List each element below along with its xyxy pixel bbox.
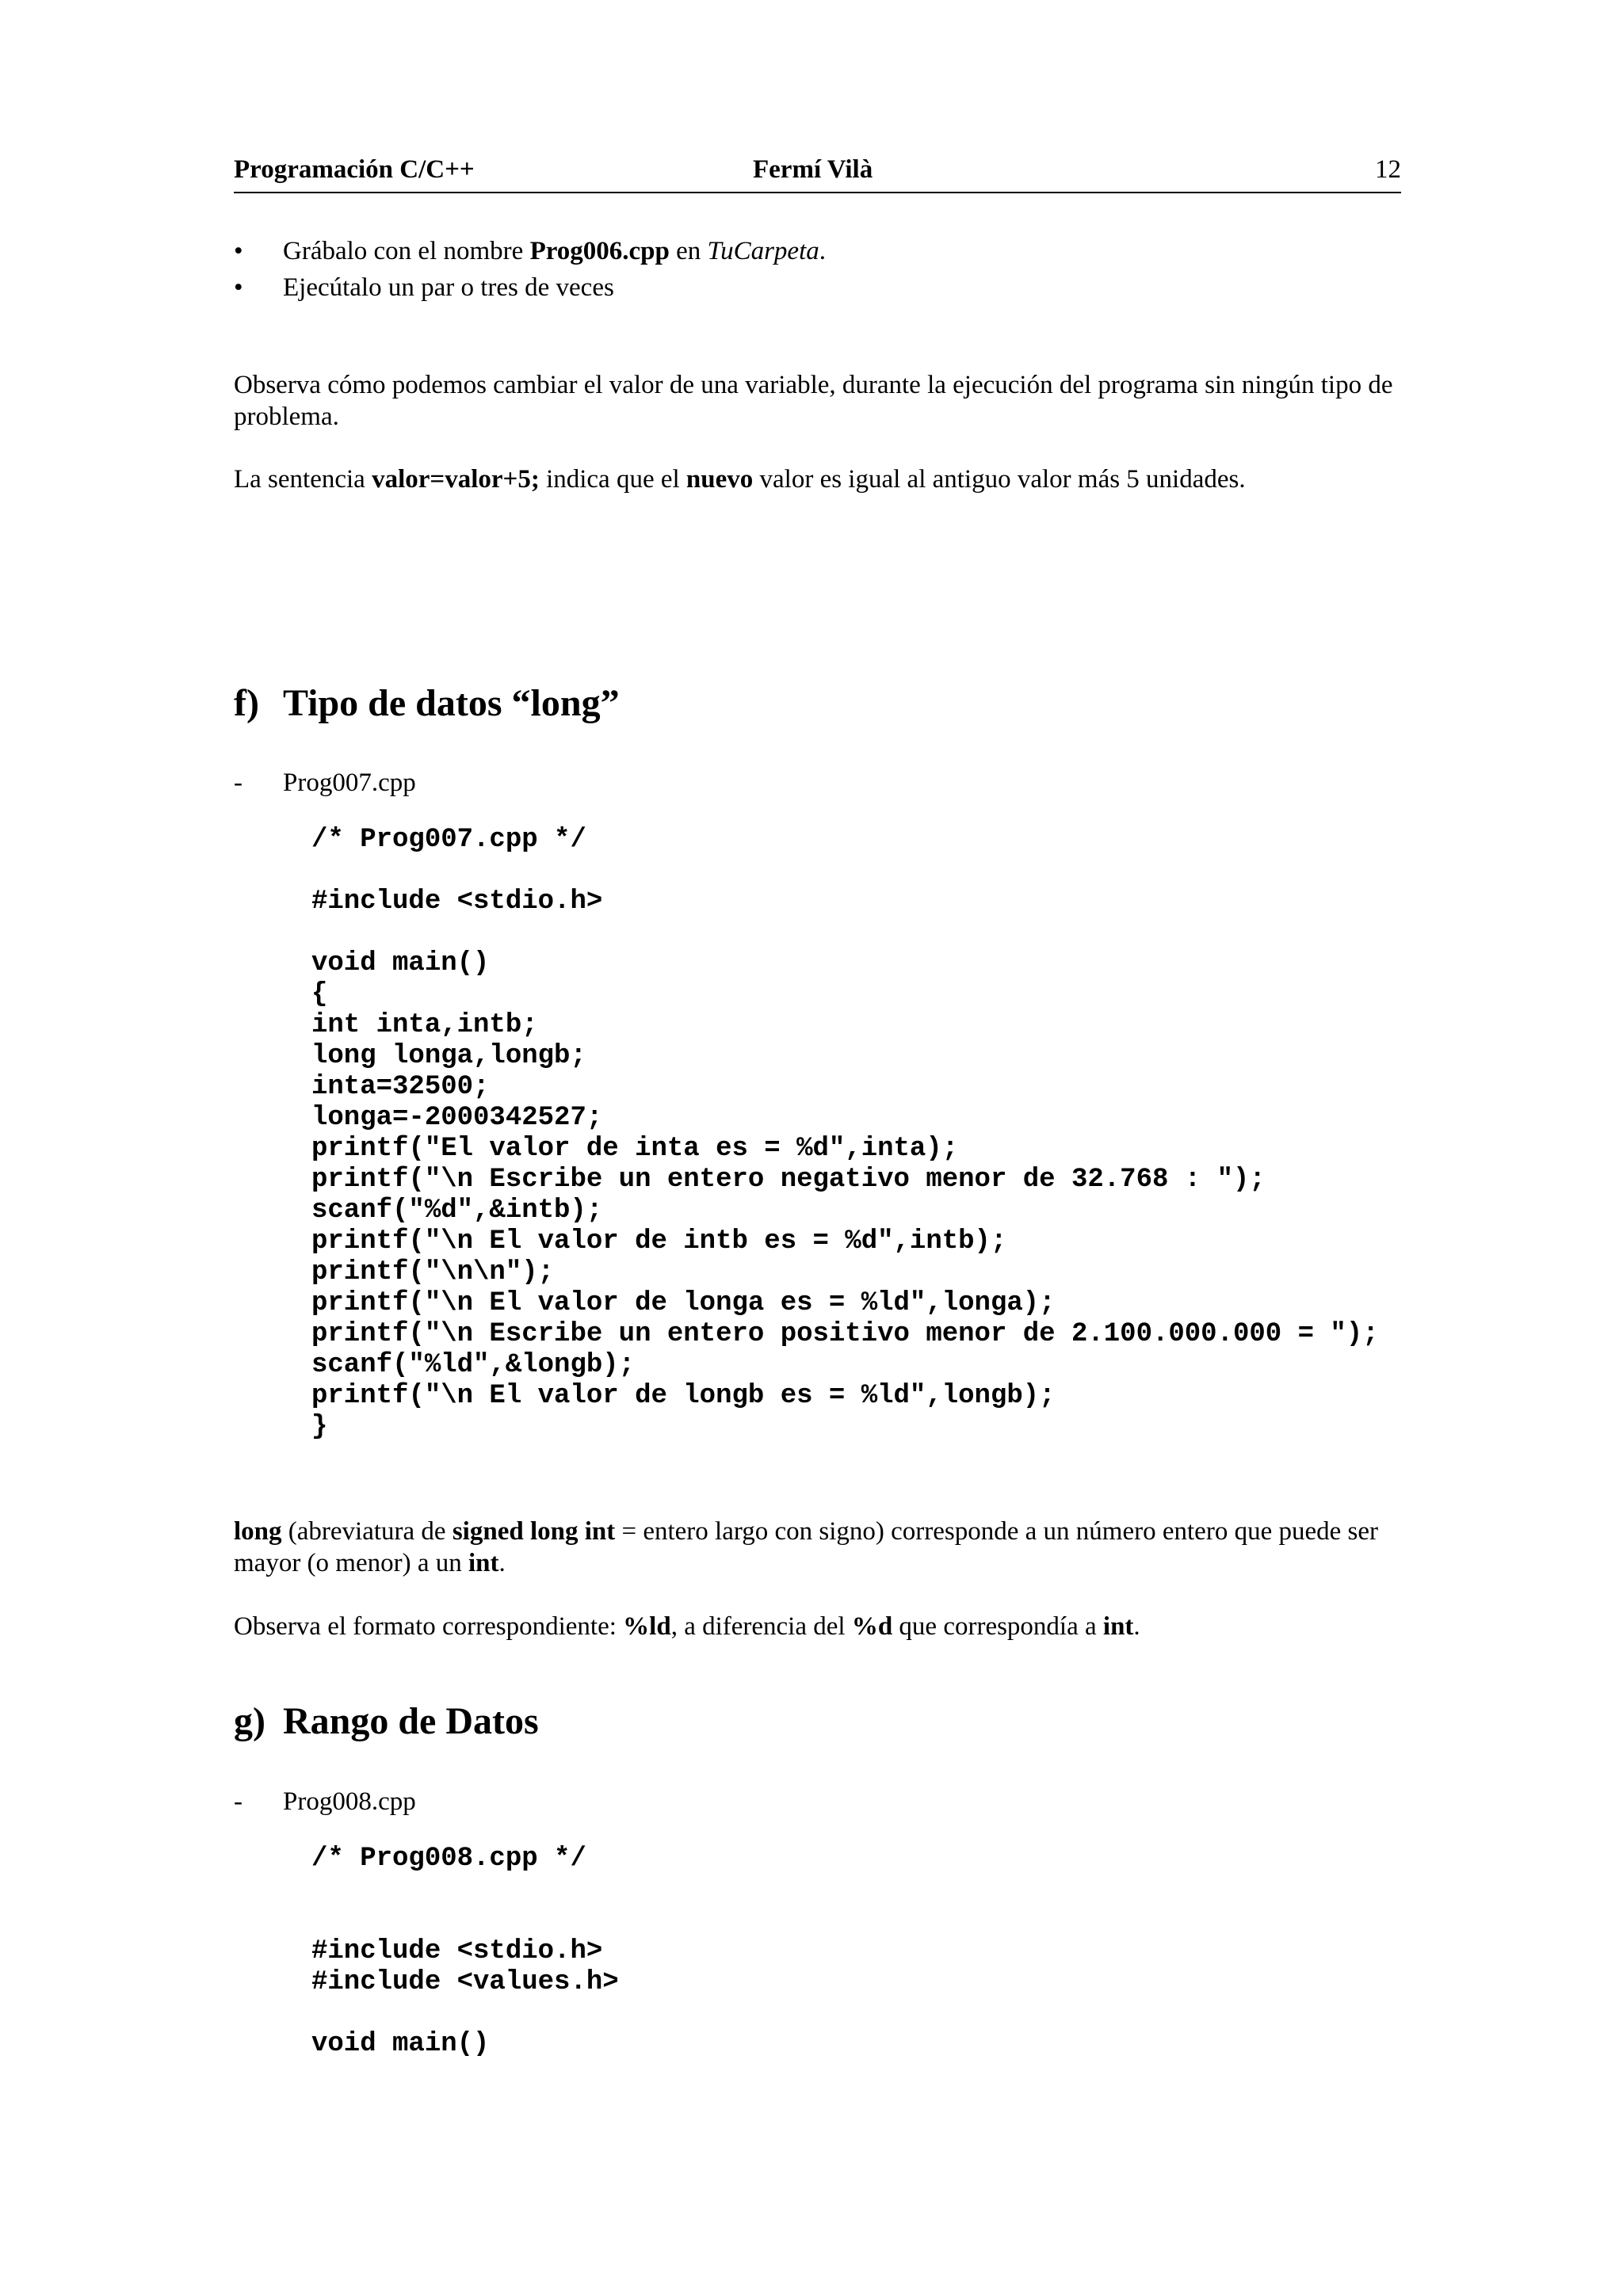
list-item-text: . (819, 237, 826, 265)
code-blank-line (311, 856, 1379, 887)
list-item (234, 235, 826, 272)
code-line: /* Prog007.cpp */ (311, 825, 586, 855)
filename-text: Prog006.cpp (529, 237, 670, 265)
section-heading (234, 1699, 539, 1744)
section-letter: g) (234, 1700, 265, 1742)
paragraph: Observa el formato correspondiente: %ld, a diferencia del %d que correspondía a int. (234, 1612, 1140, 1641)
code-line: #include <stdio.h> (311, 1936, 603, 1966)
section-title: Rango de Datos (283, 1700, 539, 1742)
paragraph: Observa cómo podemos cambiar el valor de una variable, durante la ejecución del programa sin ningún tipo de problema. (234, 371, 1393, 431)
code-line: /* Prog008.cpp */ (311, 1844, 586, 1874)
list-item (234, 272, 826, 308)
code-line: printf("El valor de inta es = %d",inta); (311, 1134, 959, 1164)
paragraph: long (abreviatura de signed long int = entero largo con signo) corresponde a un número entero que puede ser mayor (o menor) a un int. (234, 1517, 1378, 1577)
code-line: int inta,intb; (311, 1010, 538, 1040)
code-line: printf("\n\n"); (311, 1257, 555, 1287)
code-line: long longa,longb; (311, 1041, 586, 1071)
list-item-text: Ejecútalo un par o tres de veces (283, 273, 614, 302)
code-line: void main() (311, 2029, 490, 2059)
code-line: printf("\n Escribe un entero negativo menor de 32.768 : "); (311, 1165, 1266, 1195)
code-line: printf("\n Escribe un entero positivo menor de 2.100.000.000 = "); (311, 1319, 1379, 1349)
code-blank-line (311, 917, 1379, 948)
section-title: Tipo de datos “long” (283, 682, 620, 724)
folder-name-text: TuCarpeta (707, 237, 819, 265)
file-name: Prog008.cpp (283, 1787, 416, 1816)
page-header (234, 151, 1401, 193)
bullet-icon: • (234, 237, 243, 265)
section-letter: f) (234, 682, 259, 724)
header-author: Fermí Vilà (753, 155, 873, 184)
code-line: printf("\n El valor de intb es = %d",intb); (311, 1226, 1007, 1257)
code-line: longa=-2000342527; (311, 1103, 603, 1133)
document-page (234, 151, 1401, 2059)
code-block (311, 1844, 619, 2060)
code-line: scanf("%ld",&longb); (311, 1350, 636, 1380)
section-heading (234, 681, 620, 726)
code-blank-line (311, 1875, 619, 1905)
code-blank-line (311, 1905, 619, 1936)
instruction-list (234, 235, 826, 308)
code-line: #include <values.h> (311, 1967, 619, 1997)
code-line: } (311, 1412, 328, 1442)
code-blank-line (311, 1998, 619, 2029)
header-book-title: Programación C/C++ (234, 155, 475, 184)
code-line: { (311, 979, 328, 1009)
code-line: printf("\n El valor de longa es = %ld",longa); (311, 1288, 1056, 1318)
file-name: Prog007.cpp (283, 769, 416, 797)
bullet-icon: • (234, 273, 243, 302)
code-line: scanf("%d",&intb); (311, 1196, 603, 1226)
code-line: #include <stdio.h> (311, 887, 603, 917)
code-line: inta=32500; (311, 1072, 490, 1102)
code-line: void main() (311, 948, 490, 978)
dash-marker: - (234, 1787, 242, 1816)
header-page-number: 12 (1375, 155, 1401, 184)
dash-marker: - (234, 769, 242, 797)
paragraph: La sentencia valor=valor+5; indica que el nuevo valor es igual al antiguo valor más 5 unidades. (234, 465, 1246, 494)
code-block (311, 825, 1379, 1443)
code-line: printf("\n El valor de longb es = %ld",longb); (311, 1381, 1056, 1411)
list-item-text: en (669, 237, 708, 265)
list-item-text: Grábalo con el nombre (283, 237, 530, 265)
